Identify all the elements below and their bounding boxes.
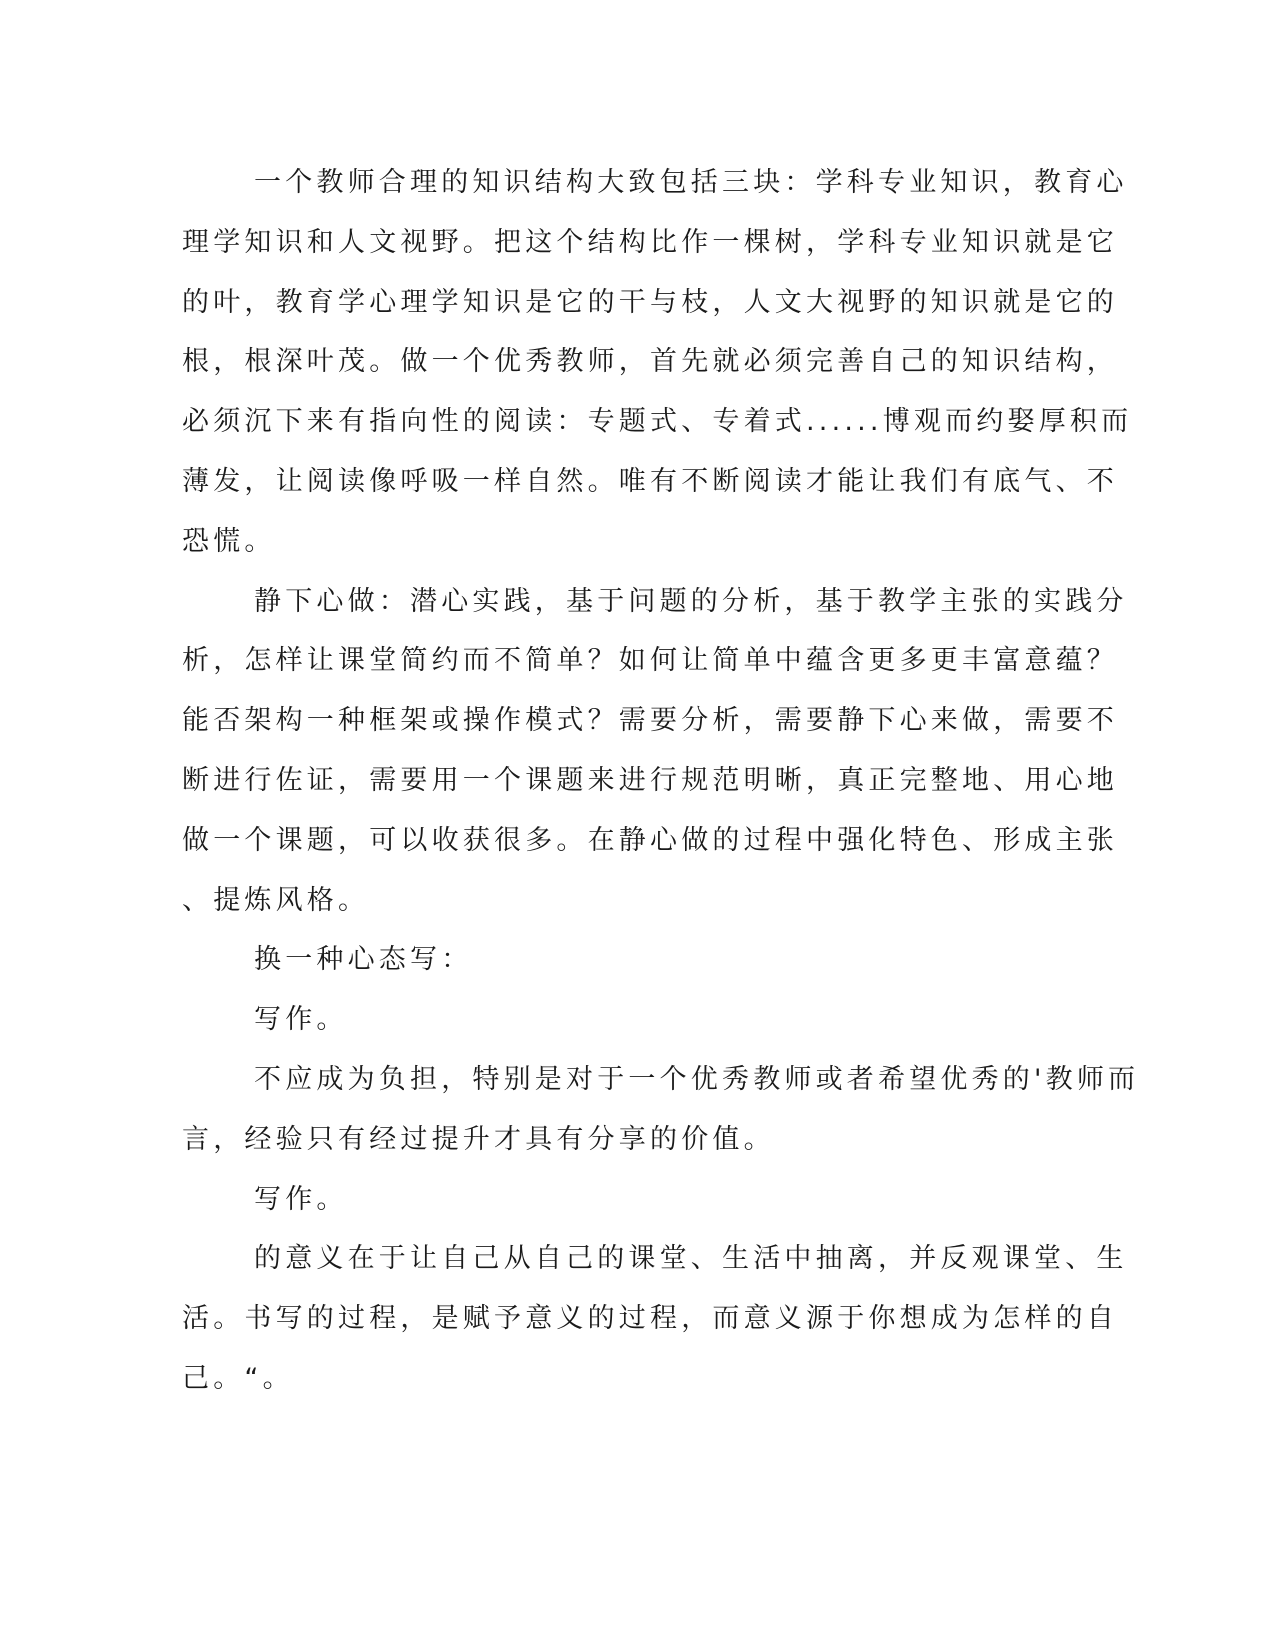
text-line: 薄发，让阅读像呼吸一样自然。唯有不断阅读才能让我们有底气、不 xyxy=(182,465,1118,497)
text-line: 不应成为负担，特别是对于一个优秀教师或者希望优秀的'教师而 xyxy=(254,1063,1140,1095)
text-line: 写作。 xyxy=(254,1004,348,1036)
text-line: 断进行佐证，需要用一个课题来进行规范明晰，真正完整地、用心地 xyxy=(182,764,1118,796)
text-line: 己。“。 xyxy=(182,1362,294,1394)
text-line: 静下心做：潜心实践，基于问题的分析，基于教学主张的实践分 xyxy=(254,585,1128,617)
text-line: 活。书写的过程，是赋予意义的过程，而意义源于你想成为怎样的自 xyxy=(182,1303,1118,1335)
text-line: 的意义在于让自己从自己的课堂、生活中抽离，并反观课堂、生 xyxy=(254,1243,1128,1275)
text-line: 做一个课题，可以收获很多。在静心做的过程中强化特色、形成主张 xyxy=(182,824,1118,856)
text-line: 恐慌。 xyxy=(182,525,276,557)
text-line: 理学知识和人文视野。把这个结构比作一棵树，学科专业知识就是它 xyxy=(182,226,1118,258)
text-line: 言，经验只有经过提升才具有分享的价值。 xyxy=(182,1123,775,1155)
text-line: 能否架构一种框架或操作模式？需要分析，需要静下心来做，需要不 xyxy=(182,705,1118,737)
text-line: 一个教师合理的知识结构大致包括三块：学科专业知识，教育心 xyxy=(254,167,1128,198)
document-body xyxy=(182,163,1140,1419)
text-line: 根，根深叶茂。做一个优秀教师，首先就必须完善自己的知识结构， xyxy=(182,346,1118,378)
text-line: 、提炼风格。 xyxy=(182,884,370,916)
text-line: 必须沉下来有指向性的阅读：专题式、专着式......博观而约娶厚积而 xyxy=(182,406,1133,438)
text-line: 换一种心态写： xyxy=(254,944,473,976)
text-line: 写作。 xyxy=(254,1183,348,1215)
text-line: 的叶，教育学心理学知识是它的干与枝，人文大视野的知识就是它的 xyxy=(182,286,1118,318)
text-line: 析，怎样让课堂简约而不简单？如何让简单中蕴含更多更丰富意蕴？ xyxy=(182,645,1118,677)
